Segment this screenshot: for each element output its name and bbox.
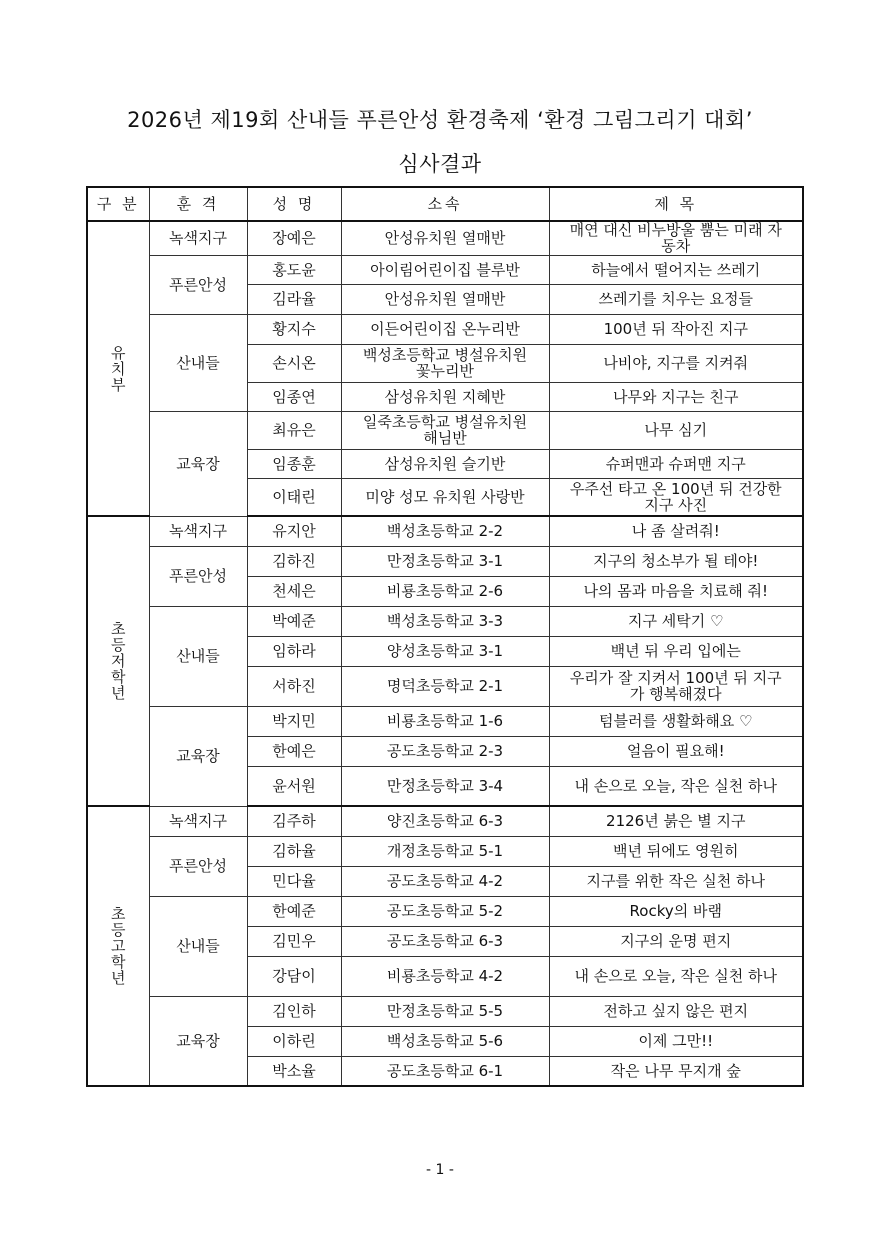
name-cell: 손시온 (247, 344, 341, 382)
name-cell: 이태린 (247, 478, 341, 516)
affiliation-cell: 안성유치원 열매반 (341, 221, 549, 255)
name-cell: 김라율 (247, 284, 341, 314)
name-cell: 민다율 (247, 866, 341, 896)
affiliation-cell: 명덕초등학교 2-1 (341, 666, 549, 706)
table-row (87, 314, 803, 344)
name-cell: 임종연 (247, 382, 341, 411)
affiliation-cell: 백성초등학교 2-2 (341, 516, 549, 546)
affiliation-cell: 미양 성모 유치원 사랑반 (341, 478, 549, 516)
title-cell: 얼음이 필요해! (549, 736, 803, 766)
affiliation-cell: 백성초등학교 병설유치원 꽃누리반 (341, 344, 549, 382)
affiliation-cell: 공도초등학교 6-1 (341, 1056, 549, 1086)
award-cell: 푸른안성 (149, 255, 247, 314)
results-table-header (87, 187, 803, 221)
affiliation-cell: 만정초등학교 3-4 (341, 766, 549, 806)
header-row (87, 187, 803, 221)
name-cell: 유지안 (247, 516, 341, 546)
title-cell: 작은 나무 무지개 숲 (549, 1056, 803, 1086)
title-cell: 100년 뒤 작아진 지구 (549, 314, 803, 344)
affiliation-cell: 양진초등학교 6-3 (341, 806, 549, 836)
name-cell: 김인하 (247, 996, 341, 1026)
title-cell: 지구의 청소부가 될 테야! (549, 546, 803, 576)
title-cell: 지구의 운명 편지 (549, 926, 803, 956)
name-cell: 김하진 (247, 546, 341, 576)
name-cell: 천세은 (247, 576, 341, 606)
affiliation-cell: 공도초등학교 2-3 (341, 736, 549, 766)
name-cell: 임하라 (247, 636, 341, 666)
section-2 (87, 516, 803, 806)
award-cell: 교육장 (149, 411, 247, 516)
header-affiliation: 소속 (341, 187, 549, 221)
title-cell: 매연 대신 비누방울 뿜는 미래 자동차 (549, 221, 803, 255)
header-title: 제 목 (549, 187, 803, 221)
table-row (87, 516, 803, 546)
page-number: - 1 - (426, 1162, 454, 1178)
title-cell: 슈퍼맨과 슈퍼맨 지구 (549, 449, 803, 478)
award-cell: 푸른안성 (149, 546, 247, 606)
title-cell: 나비야, 지구를 지켜줘 (549, 344, 803, 382)
affiliation-cell: 백성초등학교 3-3 (341, 606, 549, 636)
affiliation-cell: 안성유치원 열매반 (341, 284, 549, 314)
table-row (87, 896, 803, 926)
table-row (87, 546, 803, 576)
division-cell: 유치부 (87, 221, 149, 516)
division-cell: 초등 고학년 (87, 806, 149, 1086)
header-division: 구 분 (87, 187, 149, 221)
name-cell: 서하진 (247, 666, 341, 706)
title-cell: 내 손으로 오늘, 작은 실천 하나 (549, 956, 803, 996)
name-cell: 홍도윤 (247, 255, 341, 284)
header-award: 훈 격 (149, 187, 247, 221)
table-row (87, 255, 803, 284)
division-cell: 초등 저학년 (87, 516, 149, 806)
results-table (86, 186, 804, 1087)
affiliation-cell: 만정초등학교 5-5 (341, 996, 549, 1026)
affiliation-cell: 비룡초등학교 1-6 (341, 706, 549, 736)
title-cell: 우리가 잘 지켜서 100년 뒤 지구가 행복해졌다 (549, 666, 803, 706)
award-cell: 교육장 (149, 996, 247, 1086)
award-cell: 산내들 (149, 314, 247, 411)
name-cell: 박지민 (247, 706, 341, 736)
affiliation-cell: 백성초등학교 5-6 (341, 1026, 549, 1056)
title-cell: 나의 몸과 마음을 치료해 줘! (549, 576, 803, 606)
name-cell: 이하린 (247, 1026, 341, 1056)
title-cell: 텀블러를 생활화해요 ♡ (549, 706, 803, 736)
name-cell: 윤서원 (247, 766, 341, 806)
title-cell: 나 좀 살려줘! (549, 516, 803, 546)
name-cell: 임종훈 (247, 449, 341, 478)
title-cell: 나무 심기 (549, 411, 803, 449)
affiliation-cell: 비룡초등학교 4-2 (341, 956, 549, 996)
table-row (87, 806, 803, 836)
title-cell: Rocky의 바램 (549, 896, 803, 926)
title-cell: 백년 뒤 우리 입에는 (549, 636, 803, 666)
affiliation-cell: 공도초등학교 5-2 (341, 896, 549, 926)
table-row (87, 606, 803, 636)
section-1 (87, 221, 803, 516)
title-cell: 내 손으로 오늘, 작은 실천 하나 (549, 766, 803, 806)
document-subtitle: 심사결과 (398, 152, 482, 176)
name-cell: 황지수 (247, 314, 341, 344)
title-cell: 2126년 붉은 별 지구 (549, 806, 803, 836)
title-cell: 쓰레기를 치우는 요정들 (549, 284, 803, 314)
affiliation-cell: 이든어린이집 온누리반 (341, 314, 549, 344)
title-cell: 우주선 타고 온 100년 뒤 건강한 지구 사진 (549, 478, 803, 516)
name-cell: 장예은 (247, 221, 341, 255)
title-cell: 지구 세탁기 ♡ (549, 606, 803, 636)
award-cell: 산내들 (149, 606, 247, 706)
award-cell: 교육장 (149, 706, 247, 806)
affiliation-cell: 일죽초등학교 병설유치원 해님반 (341, 411, 549, 449)
table-row (87, 221, 803, 255)
header-name: 성 명 (247, 187, 341, 221)
name-cell: 김하율 (247, 836, 341, 866)
name-cell: 한예준 (247, 896, 341, 926)
affiliation-cell: 비룡초등학교 2-6 (341, 576, 549, 606)
award-cell: 녹색지구 (149, 516, 247, 546)
affiliation-cell: 공도초등학교 4-2 (341, 866, 549, 896)
affiliation-cell: 만정초등학교 3-1 (341, 546, 549, 576)
name-cell: 박예준 (247, 606, 341, 636)
name-cell: 박소율 (247, 1056, 341, 1086)
name-cell: 최유은 (247, 411, 341, 449)
title-cell: 백년 뒤에도 영원히 (549, 836, 803, 866)
title-cell: 이제 그만!! (549, 1026, 803, 1056)
name-cell: 한예은 (247, 736, 341, 766)
award-cell: 푸른안성 (149, 836, 247, 896)
table-row (87, 996, 803, 1026)
name-cell: 김민우 (247, 926, 341, 956)
affiliation-cell: 삼성유치원 지혜반 (341, 382, 549, 411)
section-3 (87, 806, 803, 1086)
table-row (87, 706, 803, 736)
affiliation-cell: 개정초등학교 5-1 (341, 836, 549, 866)
name-cell: 김주하 (247, 806, 341, 836)
affiliation-cell: 삼성유치원 슬기반 (341, 449, 549, 478)
award-cell: 산내들 (149, 896, 247, 996)
table-row (87, 411, 803, 449)
table-row (87, 836, 803, 866)
document-title: 2026년 제19회 산내들 푸른안성 환경축제 ‘환경 그림그리기 대회’ (127, 108, 753, 132)
affiliation-cell: 아이림어린이집 블루반 (341, 255, 549, 284)
award-cell: 녹색지구 (149, 221, 247, 255)
affiliation-cell: 공도초등학교 6-3 (341, 926, 549, 956)
award-cell: 녹색지구 (149, 806, 247, 836)
title-cell: 전하고 싶지 않은 편지 (549, 996, 803, 1026)
affiliation-cell: 양성초등학교 3-1 (341, 636, 549, 666)
title-cell: 하늘에서 떨어지는 쓰레기 (549, 255, 803, 284)
title-cell: 나무와 지구는 친구 (549, 382, 803, 411)
title-cell: 지구를 위한 작은 실천 하나 (549, 866, 803, 896)
name-cell: 강담이 (247, 956, 341, 996)
